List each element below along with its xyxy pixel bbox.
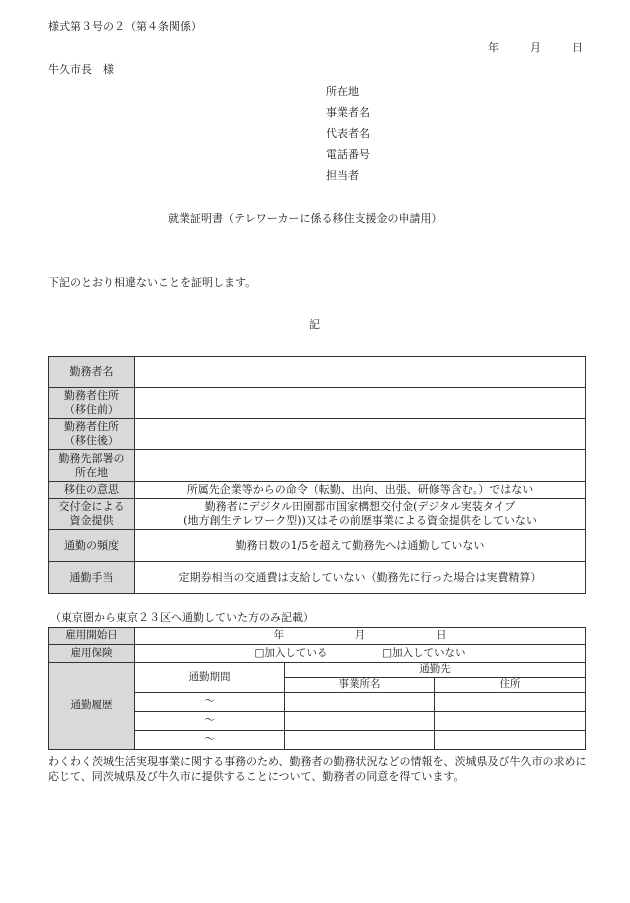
worker-name-value[interactable] (135, 357, 586, 388)
address-after-label: 勤務者住所 （移住後） (49, 419, 135, 450)
commute-frequency-value: 勤務日数の1/5を超えて勤務先へは通勤していない (135, 530, 586, 562)
period-cell[interactable]: 〜 (135, 731, 285, 750)
commute-table (48, 627, 586, 750)
employment-start-date[interactable] (135, 628, 586, 645)
applicant-phone-label: 電話番号 (326, 148, 370, 161)
table-row (49, 499, 586, 530)
applicant-contact-label: 担当者 (326, 169, 359, 182)
table-row (49, 628, 586, 645)
table-row (49, 388, 586, 419)
address-before-label: 勤務者住所 （移住前） (49, 388, 135, 419)
table-row (49, 419, 586, 450)
insurance-label: 雇用保険 (49, 645, 135, 663)
consent-statement: わくわく茨城生活実現事業に関する事務のため、勤務者の勤務状況などの情報を、茨城県及び牛久市の求めに応じて、同茨城県及び牛久市に提供することについて、勤務者の同意を得ています。 (48, 755, 587, 783)
period-cell[interactable]: 〜 (135, 712, 285, 731)
table-row (49, 530, 586, 562)
insurance-options (135, 645, 586, 663)
insurance-enrolled-checkbox[interactable]: □加入している (254, 646, 328, 659)
commute-allowance-label: 通勤手当 (49, 562, 135, 594)
date-year: 年 (488, 41, 499, 54)
document-title: 就業証明書（テレワーカーに係る移住支援金の申請用） (168, 212, 443, 225)
commute-frequency-label: 通勤の頻度 (49, 530, 135, 562)
office-name-cell[interactable] (285, 712, 435, 731)
employment-start-label: 雇用開始日 (49, 628, 135, 645)
office-name-cell[interactable] (285, 693, 435, 712)
commute-history-label: 通勤履歴 (49, 663, 135, 750)
period-header: 通勤期間 (135, 663, 285, 693)
table-row (49, 450, 586, 482)
applicant-address-label: 所在地 (326, 85, 359, 98)
address-after-value[interactable] (135, 419, 586, 450)
start-day: 日 (435, 629, 447, 642)
office-name-header: 事業所名 (285, 678, 435, 693)
form-number: 様式第３号の２（第４条関係） (48, 20, 202, 33)
applicant-representative-label: 代表者名 (326, 127, 370, 140)
workplace-location-label: 勤務先部署の 所在地 (49, 450, 135, 482)
certificate-table (48, 356, 586, 594)
office-name-cell[interactable] (285, 731, 435, 750)
relocation-intent-label: 移住の意思 (49, 482, 135, 499)
date-day: 日 (572, 41, 583, 54)
addressee: 牛久市長 様 (48, 63, 114, 76)
insurance-not-enrolled-checkbox[interactable]: □加入していない (382, 646, 466, 659)
tokyo-note: （東京圏から東京２３区へ通勤していた方のみ記載） (50, 611, 314, 624)
date-month: 月 (530, 41, 541, 54)
table-row (49, 663, 586, 678)
period-cell[interactable]: 〜 (135, 693, 285, 712)
relocation-intent-value: 所属先企業等からの命令（転勤、出向、出張、研修等含む。）ではない (135, 482, 586, 499)
address-header: 住所 (435, 678, 586, 693)
commute-allowance-value: 定期券相当の交通費は支給していない（勤務先に行った場合は実費精算） (135, 562, 586, 594)
address-cell[interactable] (435, 731, 586, 750)
applicant-company-label: 事業者名 (326, 106, 370, 119)
table-row (49, 357, 586, 388)
table-row (49, 645, 586, 663)
workplace-location-value[interactable] (135, 450, 586, 482)
address-before-value[interactable] (135, 388, 586, 419)
start-year: 年 (273, 629, 285, 642)
table-row (49, 562, 586, 594)
table-row (49, 482, 586, 499)
destination-header: 通勤先 (285, 663, 586, 678)
grant-funding-value: 勤務者にデジタル田園都市国家構想交付金(デジタル実装タイプ (地方創生テレワーク型))又はその前歴事業による資金提供をしていない (135, 499, 586, 530)
start-month: 月 (354, 629, 366, 642)
grant-funding-label: 交付金による 資金提供 (49, 499, 135, 530)
ki-heading: 記 (309, 318, 320, 331)
date-line (488, 41, 583, 54)
address-cell[interactable] (435, 693, 586, 712)
address-cell[interactable] (435, 712, 586, 731)
certification-statement: 下記のとおり相違ないことを証明します。 (48, 276, 257, 289)
worker-name-label: 勤務者名 (49, 357, 135, 388)
